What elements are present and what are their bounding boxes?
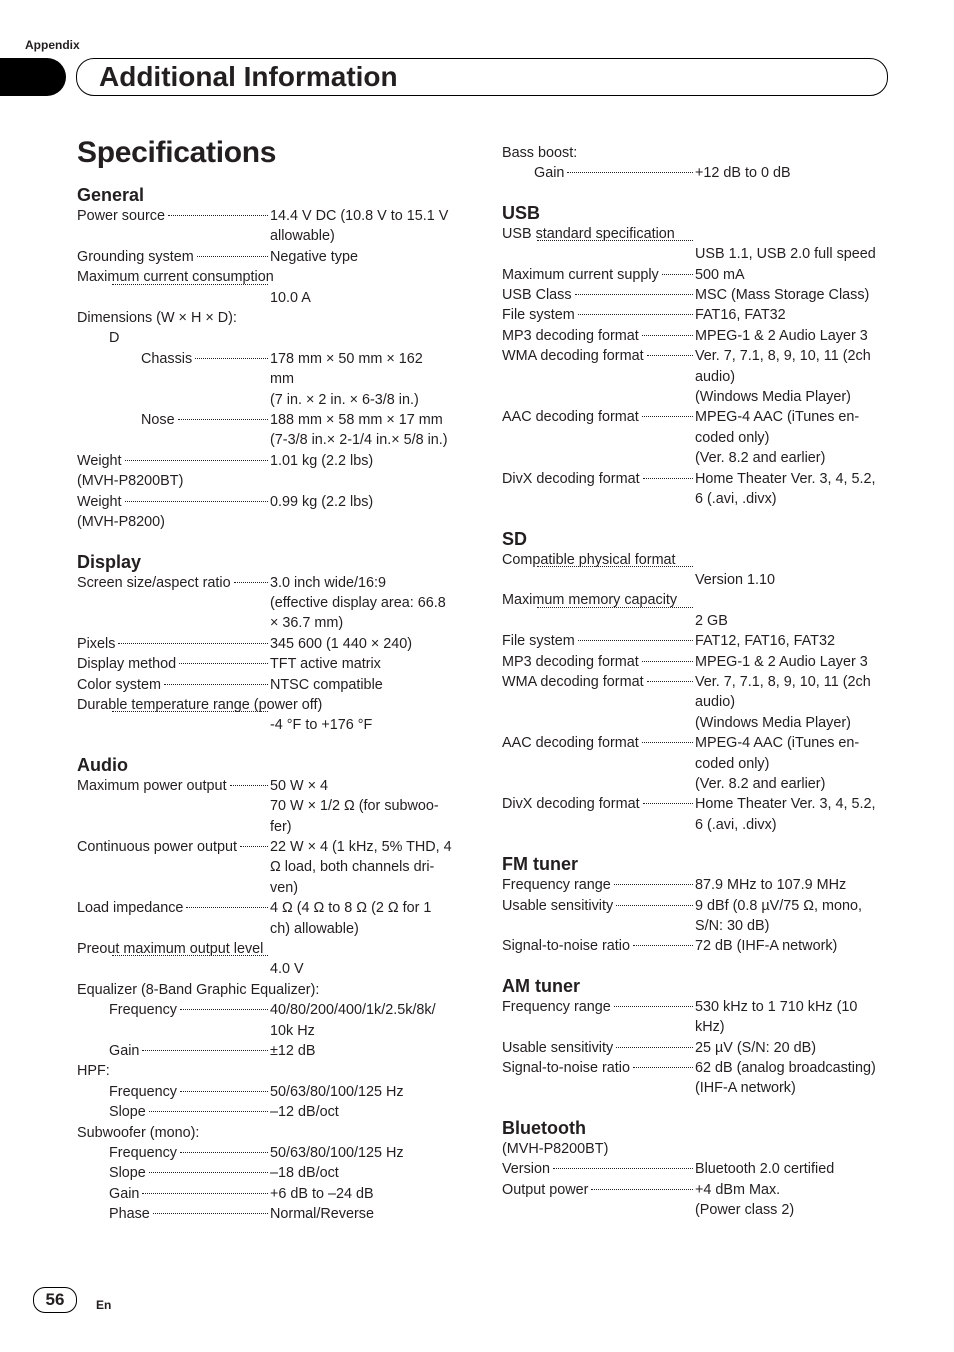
spec-row <box>502 672 892 733</box>
spec-label: AAC decoding format <box>502 409 639 426</box>
spec-label: Maximum current consumption <box>77 269 274 286</box>
spec-row <box>502 346 892 407</box>
spec-row <box>502 1159 892 1179</box>
spec-value: MSC (Mass Storage Class) <box>695 287 870 304</box>
spec-value: 25 µV (S/N: 20 dB) <box>695 1039 817 1056</box>
spec-label: Frequency range <box>502 877 611 894</box>
sd-heading: SD <box>502 528 528 549</box>
spec-row <box>77 1143 467 1163</box>
spec-model: (MVH-P8200BT) <box>77 473 184 490</box>
spec-row <box>77 1163 467 1183</box>
spec-value: 500 mA <box>695 266 745 283</box>
spec-row <box>502 305 892 325</box>
spec-label: AAC decoding format <box>502 735 639 752</box>
spec-row <box>77 1082 467 1102</box>
spec-label: Maximum current supply <box>502 266 659 283</box>
spec-label: Weight <box>77 452 122 469</box>
spec-label: Pixels <box>77 635 116 652</box>
spec-row <box>502 1038 892 1058</box>
spec-value: MPEG-4 AAC (iTunes en- coded only) (Ver. 8.2 and earlier) <box>695 409 860 467</box>
spec-row <box>502 469 892 510</box>
spec-label: Equalizer (8-Band Graphic Equalizer): <box>77 981 320 998</box>
spec-value: Version 1.10 <box>695 571 776 588</box>
spec-label: Color system <box>77 676 161 693</box>
spec-row <box>502 794 892 835</box>
spec-value: 4.0 V <box>270 961 304 978</box>
spec-label: File system <box>502 307 575 324</box>
spec-label: Grounding system <box>77 248 194 265</box>
spec-label: Compatible physical format <box>502 551 676 568</box>
spec-model: (MVH-P8200BT) <box>502 1140 609 1157</box>
spec-row <box>502 244 892 264</box>
spec-value: NTSC compatible <box>270 676 383 693</box>
spec-value: MPEG-1 & 2 Audio Layer 3 <box>695 327 868 344</box>
spec-label: Gain <box>109 1185 140 1202</box>
spec-label: Slope <box>109 1104 146 1121</box>
spec-label: Chassis <box>141 350 193 367</box>
spec-label: File system <box>502 633 575 650</box>
spec-label: Dimensions (W × H × D): <box>77 310 237 327</box>
am-tuner-heading: AM tuner <box>502 975 580 996</box>
spec-row <box>502 631 892 651</box>
spec-value: FAT16, FAT32 <box>695 307 786 324</box>
spec-row <box>77 247 467 267</box>
right-column <box>502 143 892 1220</box>
spec-label: Phase <box>109 1206 150 1223</box>
spec-value: MPEG-4 AAC (iTunes en- coded only) (Ver. 8.2 and earlier) <box>695 735 860 792</box>
spec-model: (MVH-P8200) <box>77 514 165 531</box>
spec-value: 0.99 kg (2.2 lbs) <box>270 493 374 510</box>
spec-row <box>77 492 467 512</box>
spec-row <box>77 1204 467 1224</box>
spec-value: –12 dB/oct <box>270 1104 339 1121</box>
spec-row <box>77 715 467 735</box>
spec-value: 10.0 A <box>270 289 311 306</box>
spec-row <box>77 410 467 451</box>
spec-row <box>77 1102 467 1122</box>
spec-value: 3.0 inch wide/16:9 (effective display area: 66.8 × 36.7 mm) <box>270 574 446 632</box>
spec-value: Ver. 7, 7.1, 8, 9, 10, 11 (2ch audio) (Windows Media Player) <box>695 673 871 731</box>
spec-value: 188 mm × 58 mm × 17 mm (7-3/8 in.× 2-1/4 in.× 5/8 in.) <box>270 412 448 449</box>
spec-value: Ver. 7, 7.1, 8, 9, 10, 11 (2ch audio) (Windows Media Player) <box>695 348 871 406</box>
language-label: En <box>96 1298 112 1312</box>
spec-label: HPF: <box>77 1063 110 1080</box>
spec-row <box>77 776 467 837</box>
spec-value: 4 Ω (4 Ω to 8 Ω (2 Ω for 1 ch) allowable) <box>270 900 432 937</box>
spec-row <box>77 288 467 308</box>
spec-value: +6 dB to –24 dB <box>270 1185 374 1202</box>
section-tab-marker <box>0 58 66 96</box>
spec-value: Bluetooth 2.0 certified <box>695 1161 835 1178</box>
spec-label: Preout maximum output level <box>77 941 264 957</box>
display-heading: Display <box>77 551 142 572</box>
spec-row <box>77 959 467 979</box>
spec-row <box>502 652 892 672</box>
spec-value: +4 dBm Max. (Power class 2) <box>695 1181 795 1219</box>
spec-value: Normal/Reverse <box>270 1206 374 1223</box>
spec-row <box>77 837 467 898</box>
spec-label: Output power <box>502 1181 589 1198</box>
spec-row <box>77 634 467 654</box>
spec-label: MP3 decoding format <box>502 327 639 344</box>
spec-value: Negative type <box>270 248 358 265</box>
spec-value: 50/63/80/100/125 Hz <box>270 1083 404 1100</box>
spec-label: Gain <box>534 165 565 182</box>
spec-row <box>502 896 892 937</box>
spec-label: WMA decoding format <box>502 673 644 690</box>
spec-label: Usable sensitivity <box>502 897 614 914</box>
spec-label: Nose <box>141 412 175 429</box>
spec-value: +12 dB to 0 dB <box>695 165 791 182</box>
spec-row <box>77 654 467 674</box>
spec-value: 9 dBf (0.8 µV/75 Ω, mono, S/N: 30 dB) <box>695 897 863 934</box>
spec-label: Maximum power output <box>77 777 227 794</box>
spec-label: USB Class <box>502 287 572 304</box>
spec-value: -4 °F to +176 °F <box>270 717 373 734</box>
bluetooth-heading: Bluetooth <box>502 1117 586 1138</box>
appendix-label: Appendix <box>25 38 80 52</box>
page-title: Specifications <box>77 136 277 169</box>
spec-label: Power source <box>77 208 165 224</box>
spec-label: Frequency <box>109 1145 177 1162</box>
spec-row <box>502 163 892 183</box>
spec-label: DivX decoding format <box>502 470 640 487</box>
spec-row <box>502 611 892 631</box>
spec-label: Subwoofer (mono): <box>77 1124 200 1141</box>
usb-heading: USB <box>502 202 541 223</box>
spec-label: WMA decoding format <box>502 348 644 365</box>
section-title: Additional Information <box>99 61 398 92</box>
spec-value: TFT active matrix <box>270 656 381 673</box>
spec-label: Frequency <box>109 1083 177 1100</box>
spec-label: Screen size/aspect ratio <box>77 574 231 591</box>
spec-row <box>502 997 892 1038</box>
spec-label: Load impedance <box>77 900 184 917</box>
spec-row <box>502 733 892 794</box>
spec-label: Signal-to-noise ratio <box>502 1060 630 1077</box>
spec-value: 22 W × 4 (1 kHz, 5% THD, 4 Ω load, both channels dri- ven) <box>270 838 452 896</box>
spec-value: 178 mm × 50 mm × 162 mm (7 in. × 2 in. × 6-3/8 in.) <box>270 350 423 408</box>
spec-label: Frequency <box>109 1002 177 1019</box>
audio-heading: Audio <box>77 754 128 775</box>
spec-row <box>502 407 892 468</box>
spec-value: ±12 dB <box>270 1043 316 1060</box>
spec-row <box>77 675 467 695</box>
spec-sublabel: D <box>109 330 120 347</box>
spec-value: 87.9 MHz to 107.9 MHz <box>695 877 847 894</box>
spec-row <box>502 326 892 346</box>
spec-label: Weight <box>77 493 122 510</box>
spec-value: Home Theater Ver. 3, 4, 5.2, 6 (.avi, .divx) <box>695 796 876 833</box>
spec-row <box>77 206 467 247</box>
spec-value: 40/80/200/400/1k/2.5k/8k/ 10k Hz <box>270 1002 436 1039</box>
general-heading: General <box>77 185 145 205</box>
spec-value: 72 dB (IHF-A network) <box>695 938 838 955</box>
spec-value: FAT12, FAT16, FAT32 <box>695 633 835 650</box>
spec-value: –18 dB/oct <box>270 1165 339 1182</box>
page-number: 56 <box>33 1287 77 1313</box>
fm-tuner-heading: FM tuner <box>502 854 578 875</box>
spec-row <box>77 898 467 939</box>
spec-value: USB 1.1, USB 2.0 full speed <box>695 246 876 263</box>
spec-row <box>502 1180 892 1221</box>
spec-row <box>77 451 467 471</box>
spec-row <box>502 1058 892 1099</box>
spec-row <box>502 285 892 305</box>
spec-row <box>77 1041 467 1061</box>
spec-value: 345 600 (1 440 × 240) <box>270 635 413 652</box>
spec-label: Frequency range <box>502 998 611 1015</box>
spec-value: 1.01 kg (2.2 lbs) <box>270 452 374 469</box>
spec-value: 50 W × 4 70 W × 1/2 Ω (for subwoo- fer) <box>270 777 439 835</box>
spec-label: Gain <box>109 1043 140 1060</box>
spec-row <box>502 936 892 956</box>
spec-row <box>77 573 467 634</box>
spec-label: Usable sensitivity <box>502 1039 614 1056</box>
spec-label: Slope <box>109 1165 146 1182</box>
spec-label: Maximum memory capacity <box>502 592 678 609</box>
spec-row <box>502 265 892 285</box>
spec-value: 2 GB <box>695 612 728 629</box>
spec-row <box>77 1184 467 1204</box>
spec-row <box>77 1000 467 1041</box>
spec-value: 62 dB (analog broadcasting) (IHF-A network) <box>695 1060 876 1097</box>
left-column <box>77 184 467 1225</box>
spec-label: Signal-to-noise ratio <box>502 938 630 955</box>
spec-value: 50/63/80/100/125 Hz <box>270 1145 404 1162</box>
spec-label: DivX decoding format <box>502 796 640 813</box>
spec-label: Bass boost: <box>502 145 578 161</box>
spec-label: MP3 decoding format <box>502 653 639 670</box>
spec-label: Display method <box>77 656 177 673</box>
spec-value: Home Theater Ver. 3, 4, 5.2, 6 (.avi, .divx) <box>695 470 876 508</box>
spec-label: Continuous power output <box>77 838 238 855</box>
spec-row <box>502 570 892 590</box>
spec-label: USB standard specification <box>502 225 675 242</box>
spec-label: Durable temperature range (power off) <box>77 696 323 713</box>
spec-row <box>502 875 892 895</box>
section-header <box>76 58 888 96</box>
spec-row <box>77 349 467 410</box>
spec-value: 14.4 V DC (10.8 V to 15.1 V allowable) <box>270 208 449 245</box>
spec-label: Version <box>502 1161 550 1178</box>
spec-value: MPEG-1 & 2 Audio Layer 3 <box>695 653 868 670</box>
spec-value: 530 kHz to 1 710 kHz (10 kHz) <box>695 998 858 1036</box>
